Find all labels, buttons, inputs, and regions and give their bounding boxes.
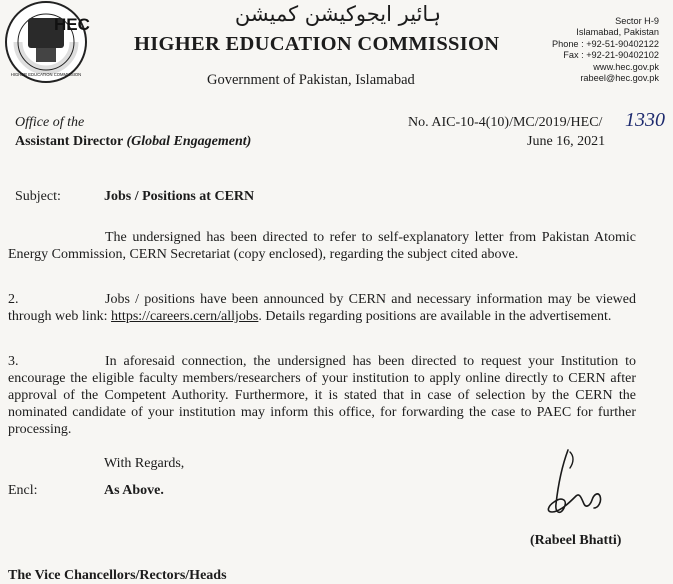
subject-label: Subject:	[15, 189, 61, 204]
recipient-line: The Vice Chancellors/Rectors/Heads	[8, 568, 227, 583]
paragraph-1	[8, 229, 636, 263]
organization-name: HIGHER EDUCATION COMMISSION	[134, 33, 500, 55]
contact-phone: Phone : +92-51-90402122	[551, 38, 659, 49]
office-title	[15, 134, 251, 150]
subject-text: Jobs / Positions at CERN	[104, 189, 255, 204]
contact-line: Islamabad, Pakistan	[576, 27, 659, 38]
letter-date: June 16, 2021	[527, 134, 606, 149]
urdu-name: ہائیر ایجوکیشن کمیشن	[234, 2, 442, 26]
government-line: Government of Pakistan, Islamabad	[207, 72, 415, 88]
contact-line: Sector H-9	[615, 16, 659, 26]
contact-email: rabeel@hec.gov.pk	[580, 73, 659, 84]
office-title-role: (Global Engagement)	[126, 134, 252, 149]
contact-website: www.hec.gov.pk	[593, 61, 659, 72]
handwritten-number: 1330	[625, 109, 665, 131]
paragraph-2-text: Jobs / positions have been announced by CERN and necessary information may be viewed through web link:	[8, 292, 636, 324]
signer-name: (Rabeel Bhatti)	[530, 533, 622, 548]
paragraph-3	[8, 353, 636, 438]
office-line: Office of the	[15, 115, 85, 130]
reference-number: No. AIC-10-4(10)/MC/2019/HEC/	[408, 115, 603, 130]
paragraph-number: 3.	[8, 354, 19, 369]
paragraph-1-text: The undersigned has been directed to refer to self-explanatory letter from Pakistan Atomic Energy Commission, CERN Secretariat (copy enclosed), regarding the subject cited above.	[8, 230, 636, 262]
contact-fax: Fax : +92-21-90402102	[563, 50, 659, 61]
logo-text: HEC	[54, 15, 90, 34]
paragraph-number: 2.	[8, 292, 19, 307]
careers-link[interactable]: https://careers.cern/alljobs	[111, 309, 259, 324]
paragraph-2	[8, 291, 636, 325]
hec-logo	[2, 0, 122, 84]
paragraph-3-text: In aforesaid connection, the undersigned has been directed to request your Institution to encourage the eligible faculty members/researchers of your institution to apply online directly to CERN after approval of the Competent Authority. Furthermore, it is stated that in case of selection by the CERN the nominated candidate of your institution may inform this office, for forwarding the case to PAEC for further processing.	[8, 354, 636, 437]
office-title-prefix: Assistant Director	[15, 134, 123, 149]
contact-block	[552, 16, 659, 84]
paragraph-2-text-end: . Details regarding positions are available in the advertisement.	[258, 309, 612, 324]
enclosure-text: As Above.	[104, 483, 164, 498]
enclosure-label: Encl:	[8, 483, 38, 498]
logo-ring-text: HIGHER EDUCATION COMMISSION	[10, 72, 82, 77]
closing-regards: With Regards,	[104, 456, 185, 471]
handwritten-signature	[540, 446, 610, 524]
